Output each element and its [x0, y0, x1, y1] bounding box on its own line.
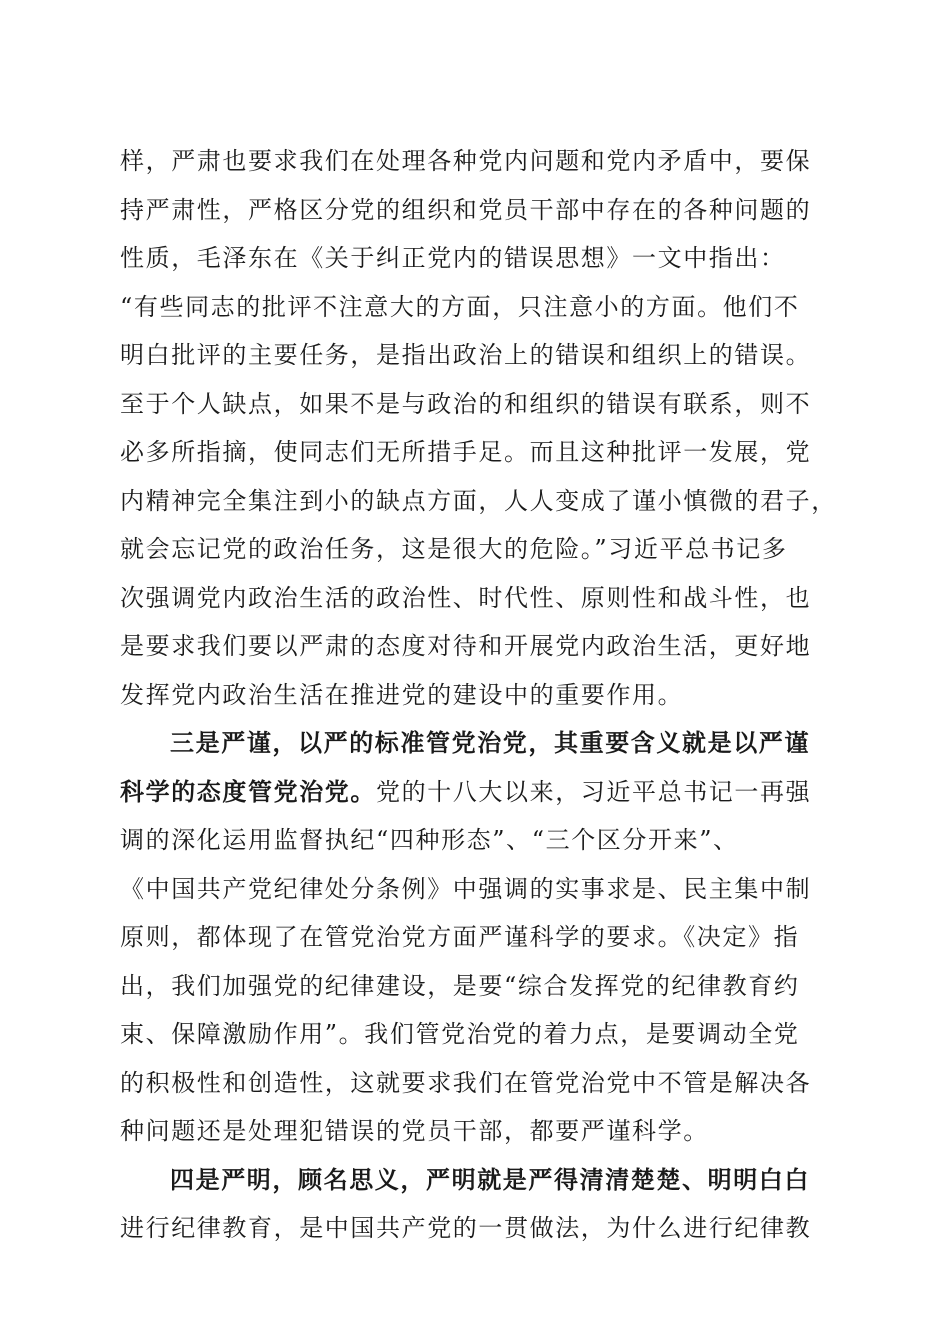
- text-line: 种问题还是处理犯错误的党员干部，都要严谨科学。: [120, 1117, 709, 1145]
- text-line: [120, 1156, 832, 1205]
- text-line: 调的深化运用监督执纪“四种形态”、“三个区分开来”、: [120, 826, 739, 854]
- bold-lead-text: 科学的态度管党治党。: [120, 776, 376, 806]
- text-line: 内精神完全集注到小的缺点方面，人人变成了谨小慎微的君子，: [120, 486, 837, 515]
- text-line: 束、保障激励作用”。我们管党治党的着力点，是要调动全党: [120, 1020, 800, 1048]
- text-line: 原则，都体现了在管党治党方面严谨科学的要求。《决定》指: [120, 923, 800, 951]
- text-line: 进行纪律教育，是中国共产党的一贯做法，为什么进行纪律教: [120, 1214, 812, 1242]
- text-line: 明白批评的主要任务，是指出政治上的错误和组织上的错误。: [120, 341, 812, 369]
- text-line: 次强调党内政治生活的政治性、时代性、原则性和战斗性，也: [120, 583, 812, 612]
- text-line: 就会忘记党的政治任务，这是很大的危险。”习近平总书记多: [120, 535, 788, 563]
- text-line: [120, 719, 832, 768]
- paragraph-1: [120, 137, 837, 719]
- bold-lead-text: 四是严明，顾名思义，严明就是严得清清楚楚、明明白白: [170, 1164, 810, 1194]
- text-line: 出，我们加强党的纪律建设，是要“综合发挥党的纪律教育约: [120, 971, 800, 1000]
- text-line: 必多所指摘，使同志们无所措手足。而且这种批评一发展，党: [120, 438, 812, 466]
- bold-lead-text: 三是严谨，以严的标准管党治党，其重要含义就是以严谨: [170, 728, 810, 757]
- text-line: 至于个人缺点，如果不是与政治的和组织的错误有联系，则不: [120, 389, 812, 418]
- text-line: 样，严肃也要求我们在处理各种党内问题和党内矛盾中，要保: [120, 147, 812, 175]
- text-line: “有些同志的批评不注意大的方面，只注意小的方面。他们不: [120, 292, 800, 321]
- document-body: [120, 137, 837, 1253]
- text-line: 性质，毛泽东在《关于纠正党内的错误思想》一文中指出：: [120, 244, 786, 272]
- text-line: 《中国共产党纪律处分条例》中强调的实事求是、民主集中制: [120, 874, 812, 903]
- body-text: 党的十八大以来，习近平总书记一再强: [376, 777, 812, 806]
- paragraph-3: [120, 1156, 832, 1253]
- text-line: 发挥党内政治生活在推进党的建设中的重要作用。: [120, 680, 684, 709]
- text-line: 的积极性和创造性，这就要求我们在管党治党中不管是解决各: [120, 1068, 812, 1097]
- paragraph-2: [120, 719, 832, 1156]
- text-line: 持严肃性，严格区分党的组织和党员干部中存在的各种问题的: [120, 195, 812, 224]
- text-line: 是要求我们要以严肃的态度对待和开展党内政治生活，更好地: [120, 632, 812, 660]
- text-line: [120, 768, 832, 817]
